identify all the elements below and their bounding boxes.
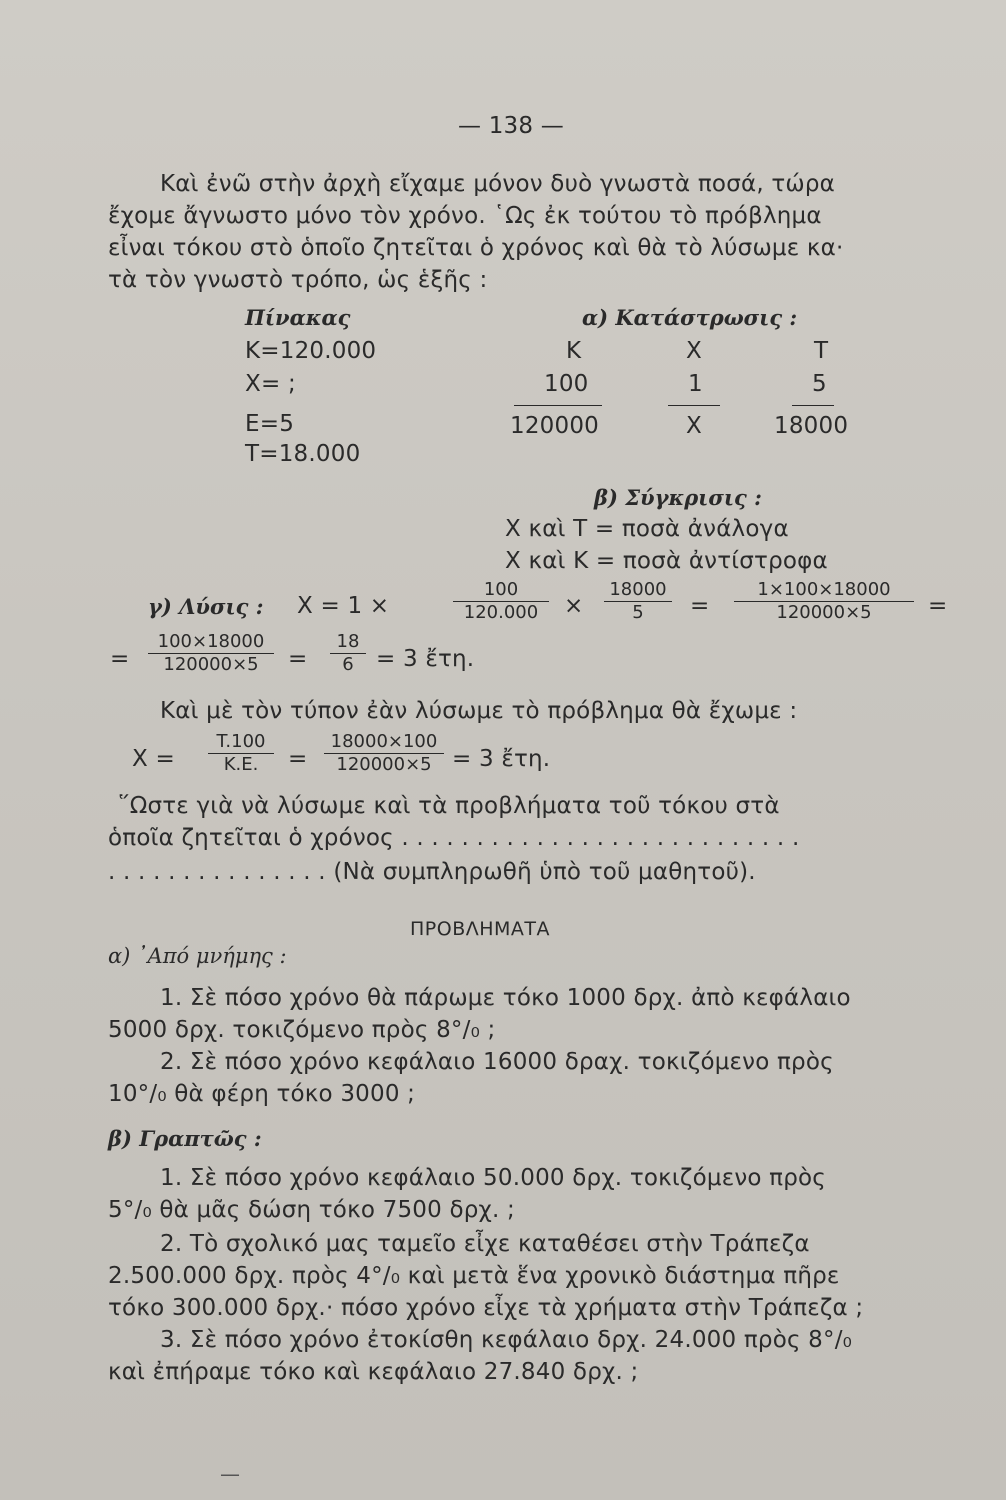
intro-line-1: Καὶ ἐνῶ στὴν ἀρχὴ εἴχαμε μόνον δυὸ γνωστὰ ποσά, τώρα xyxy=(160,171,836,197)
lysis-fraction-3-den: 120000×5 xyxy=(776,602,872,623)
intro-line-2: ἔχομε ἄγνωστο μόνο τὸν χρόνο. ῾Ως ἐκ τούτου τὸ πρόβλημα xyxy=(108,203,822,229)
synkrisis-line-1: X καὶ T = ποσὰ ἀνάλογα xyxy=(505,516,789,542)
written-problem-1-line-1: 1. Σὲ πόσο χρόνο κεφάλαιο 50.000 δρχ. τοκιζόμενο πρὸς xyxy=(160,1165,826,1191)
lysis-fraction-2 xyxy=(604,580,672,623)
lysis-eq-start: = xyxy=(110,646,130,672)
typos-fraction-2-num: 18000×100 xyxy=(324,732,444,754)
typos-fraction-1 xyxy=(208,732,274,775)
lysis-fraction-1-den: 120.000 xyxy=(463,602,539,623)
written-problem-2-line-2: 2.500.000 δρχ. πρὸς 4°/₀ καὶ μετὰ ἕνα χρονικὸ διάστημα πῆρε xyxy=(108,1263,840,1289)
pinakas-e: E=5 xyxy=(245,411,295,437)
intro-line-3: εἶναι τόκου στὸ ὁποῖο ζητεῖται ὁ χρόνος καὶ θὰ τὸ λύσωμε κα· xyxy=(108,235,844,261)
lysis-fraction-4-num: 100×18000 xyxy=(148,632,274,654)
katastrosis-title: α) Κατάστρωσις : xyxy=(582,305,798,330)
typos-fraction-2 xyxy=(324,732,444,775)
lysis-fraction-2-den: 5 xyxy=(632,602,644,623)
katastrosis-rule-1 xyxy=(514,405,602,406)
typos-fraction-2-den: 120000×5 xyxy=(336,754,432,775)
lysis-fraction-2-num: 18000 xyxy=(604,580,672,602)
pinakas-title: Πίνακας xyxy=(245,305,351,330)
conclusion-line-1: ῞Ωστε γιὰ νὰ λύσωμε καὶ τὰ προβλήματα τοῦ τόκου στὰ xyxy=(118,793,780,819)
typos-lhs: X = xyxy=(132,746,175,772)
lysis-title: γ) Λύσις : xyxy=(148,594,264,619)
katastrosis-val-120000: 120000 xyxy=(510,413,599,439)
typos-eq: = xyxy=(288,746,308,772)
pinakas-k: K=120.000 xyxy=(245,338,377,364)
lysis-fraction-5 xyxy=(330,632,366,675)
written-problem-2-line-3: τόκο 300.000 δρχ.· πόσο χρόνο εἶχε τὰ χρήματα στὴν Τράπεζα ; xyxy=(108,1295,864,1321)
typos-line: Καὶ μὲ τὸν τύπον ἐὰν λύσωμε τὸ πρόβλημα θὰ ἔχωμε : xyxy=(160,698,798,724)
lysis-eq-end: = xyxy=(928,593,948,619)
pinakas-x: X= ; xyxy=(245,371,296,397)
katastrosis-val-5: 5 xyxy=(812,371,827,397)
page-number: — 138 — xyxy=(458,113,564,139)
lysis-fraction-1-num: 100 xyxy=(453,580,549,602)
written-problem-3-line-2: καὶ ἐπήραμε τόκο καὶ κεφάλαιο 27.840 δρχ. ; xyxy=(108,1359,639,1385)
lysis-result: = 3 ἔτη. xyxy=(376,646,475,672)
katastrosis-header-k: K xyxy=(566,338,582,364)
lysis-fraction-5-num: 18 xyxy=(330,632,366,654)
oral-title: α) ᾿Από μνήμης : xyxy=(108,944,287,968)
problems-title: ΠΡΟΒΛΗΜΑΤΑ xyxy=(410,918,551,940)
footer-mark: — xyxy=(220,1462,240,1486)
lysis-times: × xyxy=(564,593,584,619)
katastrosis-header-x: X xyxy=(686,338,702,364)
conclusion-line-3: . . . . . . . . . . . . . . . (Νὰ συμπληρωθῆ ὑπὸ τοῦ μαθητοῦ). xyxy=(108,859,756,885)
written-title: β) Γραπτῶς : xyxy=(108,1126,262,1151)
lysis-fraction-3 xyxy=(734,580,914,623)
conclusion-line-2: ὁποῖα ζητεῖται ὁ χρόνος . . . . . . . . . . . . . . . . . . . . . . . . . . . xyxy=(108,825,800,851)
oral-problem-1-line-1: 1. Σὲ πόσο χρόνο θὰ πάρωμε τόκο 1000 δρχ. ἀπὸ κεφάλαιο xyxy=(160,985,851,1011)
pinakas-t: T=18.000 xyxy=(245,441,361,467)
written-problem-2-line-1: 2. Τὸ σχολικό μας ταμεῖο εἶχε καταθέσει στὴν Τράπεζα xyxy=(160,1231,810,1257)
katastrosis-val-100: 100 xyxy=(544,371,589,397)
written-problem-3-line-1: 3. Σὲ πόσο χρόνο ἐτοκίσθη κεφάλαιο δρχ. 24.000 πρὸς 8°/₀ xyxy=(160,1327,853,1353)
katastrosis-header-t: T xyxy=(814,338,829,364)
typos-fraction-1-num: T.100 xyxy=(208,732,274,754)
katastrosis-val-x: X xyxy=(686,413,702,439)
katastrosis-val-1: 1 xyxy=(688,371,703,397)
katastrosis-rule-3 xyxy=(792,405,834,406)
lysis-lhs: X = 1 × xyxy=(297,593,390,619)
synkrisis-title: β) Σύγκρισις : xyxy=(594,485,762,510)
oral-problem-2-line-2: 10°/₀ θὰ φέρη τόκο 3000 ; xyxy=(108,1081,416,1107)
typos-result: = 3 ἔτη. xyxy=(452,746,551,772)
oral-problem-1-line-2: 5000 δρχ. τοκιζόμενο πρὸς 8°/₀ ; xyxy=(108,1017,496,1043)
typos-fraction-1-den: K.E. xyxy=(223,754,259,775)
lysis-eq-2: = xyxy=(288,646,308,672)
written-problem-1-line-2: 5°/₀ θὰ μᾶς δώση τόκο 7500 δρχ. ; xyxy=(108,1197,515,1223)
katastrosis-rule-2 xyxy=(668,405,720,406)
intro-line-4: τὰ τὸν γνωστὸ τρόπο, ὡς ἑξῆς : xyxy=(108,267,488,293)
katastrosis-val-18000: 18000 xyxy=(774,413,849,439)
oral-problem-2-line-1: 2. Σὲ πόσο χρόνο κεφάλαιο 16000 δραχ. τοκιζόμενο πρὸς xyxy=(160,1049,834,1075)
lysis-fraction-1 xyxy=(453,580,549,623)
lysis-fraction-4 xyxy=(148,632,274,675)
lysis-fraction-3-num: 1×100×18000 xyxy=(734,580,914,602)
lysis-fraction-5-den: 6 xyxy=(342,654,354,675)
synkrisis-line-2: X καὶ K = ποσὰ ἀντίστροφα xyxy=(505,548,828,574)
lysis-fraction-4-den: 120000×5 xyxy=(163,654,259,675)
lysis-eq: = xyxy=(690,593,710,619)
